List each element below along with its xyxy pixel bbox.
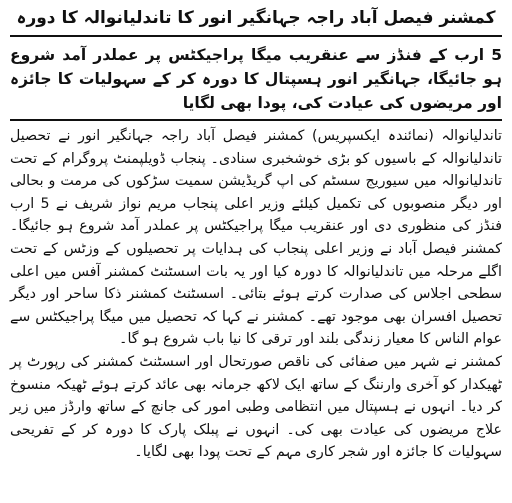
- body-paragraph: کمشنر نے شہر میں صفائی کی ناقص صورتحال اور اسسٹنٹ کمشنر کی رپورٹ پر ٹھیکدار کو آخری وارننگ کے ساتھ ایک لاکھ جرمانہ بھی عائد کرتے ہوئے ٹھیکہ منسوخ کر دیا۔ انہوں نے ہسپتال میں انتظامی وطبی امور کی جانچ کے ساتھ وارڈز میں زیر علاج مریضوں کی عیادت بھی کی۔ انہوں نے پبلک پارک کا دورہ کر کے تفریحی سہولیات کا جائزہ اور شجر کاری مہم کے تحت پودا بھی لگایا۔: [10, 353, 502, 461]
- headline-divider: [10, 35, 502, 37]
- body-paragraph: تاندلیانوالہ (نمائندہ ایکسپریس) کمشنر فیصل آباد راجہ جہانگیر انور نے تحصیل تاندلیانوالہ کے باسیوں کو بڑی خوشخبری سنادی۔ پنجاب ڈویلپمنٹ پروگرام کے تحت تاندلیانوالہ میں سیوریج سسٹم کی اپ گریڈیشن سمیت سڑکوں کی مرمت و بحالی اور دیگر منصوبوں کی تکمیل کیلئے وزیر اعلی پنجاب مریم نواز شریف نے 5 ارب فنڈز کی منظوری دی اور عنقریب میگا پراجیکٹس پر عملدر آمد شروع ہو جائیگا۔ کمشنر فیصل آباد نے وزیر اعلی پنجاب کی ہدایات پر تحصیلوں کے وزٹس کے تحت اگلے مرحلہ میں تاندلیانوالہ کا دورہ کیا اور یہ بات اسسٹنٹ کمشنر آفس میں اعلی سطحی اجلاس کی صدارت کرتے ہوئے بتائی۔ اسسٹنٹ کمشنر ذکا ساحر اور دیگر تحصیل افسران بھی موجود تھے۔ کمشنر نے کہا کہ تحصیل میں میگا پراجیکٹس سے عوام الناس کا معیار زندگی بلند اور ترقی کا نیا باب شروع ہو گا۔: [10, 128, 502, 348]
- headline: کمشنر فیصل آباد راجہ جہانگیر انور کا تاندلیانوالہ کا دورہ: [16, 8, 496, 28]
- subheadline-divider: [10, 119, 502, 121]
- subheadline: 5 ارب کے فنڈز سے عنقریب میگا پراجیکٹس پر عملدر آمد شروع ہو جائیگا، جہانگیر انور ہسپتال کا دورہ کر کے سہولیات کا جائزہ اور مریضوں کی عیادت کی، پودا بھی لگایا: [10, 46, 502, 112]
- article-body: [10, 125, 502, 464]
